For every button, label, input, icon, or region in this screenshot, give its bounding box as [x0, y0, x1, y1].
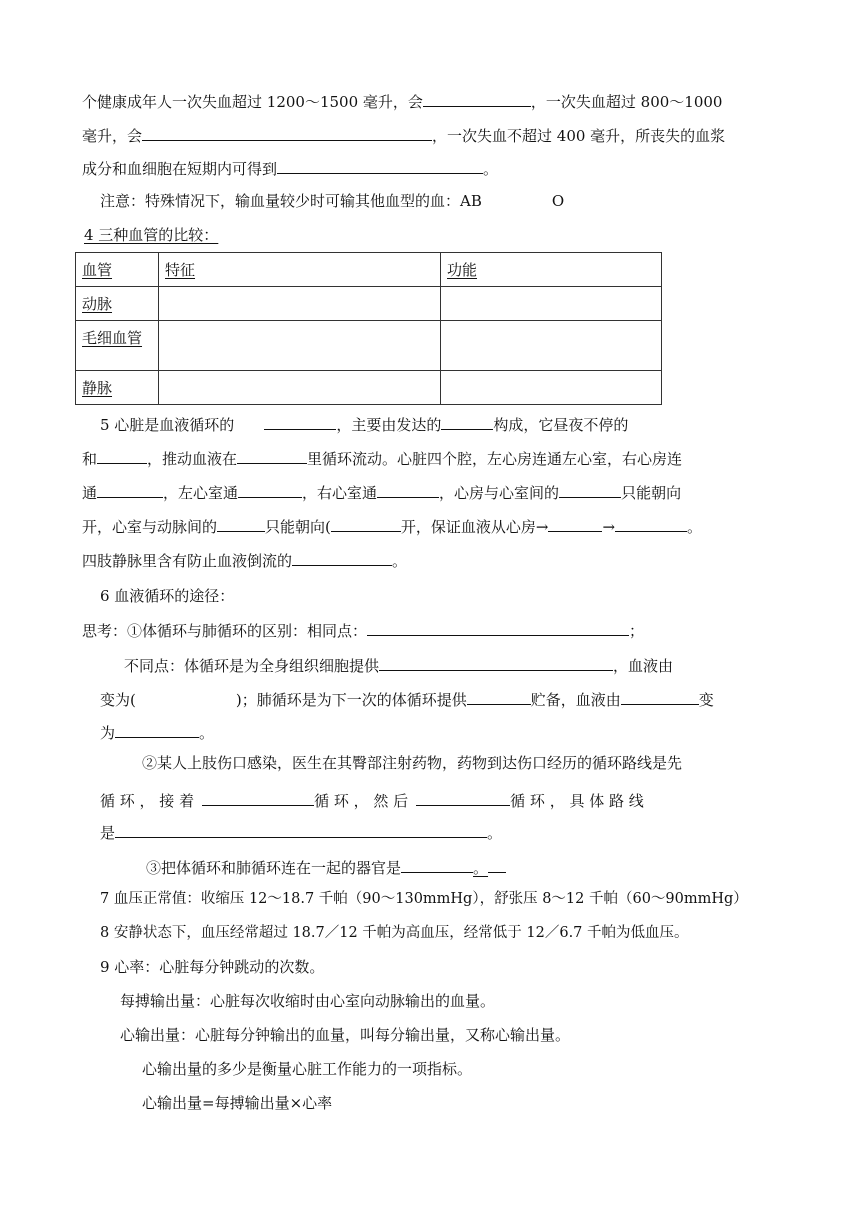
section-heading: 4 三种血管的比较：	[84, 226, 219, 244]
fill-blank[interactable]	[97, 481, 163, 498]
text-line: 通 ，左心室通 ，右心室通 ，心房与心室间的 只能朝向	[82, 481, 681, 504]
text-line: 个健康成年人一次失血超过 1200～1500 毫升，会 ，一次失血超过 800～1000	[82, 90, 722, 113]
text-line: 心输出量：心脏每分钟输出的血量，叫每分输出量，又称心输出量。	[120, 1026, 571, 1044]
table-row	[76, 321, 662, 371]
fill-blank[interactable]	[467, 688, 531, 705]
fill-blank[interactable]	[331, 515, 401, 532]
text-line: 毫升，会 ，一次失血不超过 400 毫升，所丧失的血浆	[82, 124, 725, 147]
table-header-cell: 功能	[441, 253, 662, 287]
text-line: 5 心脏是血液循环的 ，主要由发达的 构成，它昼夜不停的	[100, 413, 628, 436]
text-line: ③把体循环和肺循环连在一起的器官是 。	[146, 856, 506, 879]
table-cell: 毛细血管	[76, 321, 159, 371]
fill-blank[interactable]	[548, 515, 602, 532]
fill-blank[interactable]	[615, 515, 687, 532]
text-line: 8 安静状态下，血压经常超过 18.7／12 千帕为高血压，经常低于 12／6.7 千帕为低血压。	[100, 925, 689, 941]
fill-blank[interactable]	[217, 515, 265, 532]
section-heading: 6 血液循环的途径：	[100, 587, 235, 605]
table-header-cell: 特征	[159, 253, 441, 287]
fill-blank[interactable]	[238, 481, 302, 498]
fill-blank[interactable]	[416, 789, 510, 806]
fill-blank[interactable]	[401, 856, 473, 873]
text-line: ②某人上肢伤口感染，医生在其臀部注射药物，药物到达伤口经历的循环路线是先	[142, 754, 683, 772]
fill-blank[interactable]	[115, 721, 199, 738]
table-cell-function[interactable]	[441, 371, 662, 405]
fill-blank[interactable]	[264, 413, 336, 430]
text-line: 是 。	[100, 821, 502, 844]
text-line: 变为( )；肺循环是为下一次的体循环提供 贮备，血液由 变	[100, 688, 714, 711]
text-line: 四肢静脉里含有防止血液倒流的 。	[82, 549, 407, 572]
table-cell-feature[interactable]	[159, 371, 441, 405]
fill-blank[interactable]	[377, 481, 439, 498]
fill-blank[interactable]	[292, 549, 392, 566]
fill-blank[interactable]	[559, 481, 621, 498]
fill-blank[interactable]	[237, 447, 307, 464]
text-line: 和 ，推动血液在 里循环流动。心脏四个腔，左心房连通左心室，右心房连	[82, 447, 682, 470]
fill-blank[interactable]	[115, 821, 487, 838]
fill-blank[interactable]	[367, 619, 629, 636]
table-cell: 动脉	[76, 287, 159, 321]
text-line: 心输出量=每搏输出量×心率	[142, 1094, 333, 1112]
table-row	[76, 287, 662, 321]
table-cell-function[interactable]	[441, 321, 662, 371]
text-line: 成分和血细胞在短期内可得到 。	[82, 157, 498, 180]
table-cell: 静脉	[76, 371, 159, 405]
table-header-row	[76, 253, 662, 287]
table-cell-feature[interactable]	[159, 321, 441, 371]
fill-blank[interactable]	[441, 413, 493, 430]
text-line: 开，心室与动脉间的 只能朝向( 开，保证血液从心房→ → 。	[82, 515, 702, 538]
table-header-cell: 血管	[76, 253, 159, 287]
fill-blank[interactable]	[621, 688, 699, 705]
text-line: 为 。	[100, 721, 214, 744]
text-line: 心输出量的多少是衡量心脏工作能力的一项指标。	[142, 1060, 473, 1078]
text-line: 思考：①体循环与肺循环的区别：相同点： ；	[82, 619, 644, 642]
text-line: 7 血压正常值：收缩压 12～18.7 千帕（90～130mmHg），舒张压 8～12 千帕（60～90mmHg）	[100, 891, 748, 907]
fill-blank[interactable]	[142, 124, 432, 141]
text-line: 每搏输出量：心脏每次收缩时由心室向动脉输出的血量。	[120, 992, 496, 1010]
fill-blank[interactable]	[423, 90, 531, 107]
fill-blank[interactable]	[97, 447, 147, 464]
fill-blank[interactable]	[379, 654, 613, 671]
text-line: 不同点：体循环是为全身组织细胞提供 ，血液由	[124, 654, 673, 677]
text-line: 9 心率：心脏每分钟跳动的次数。	[100, 958, 325, 976]
table-row	[76, 371, 662, 405]
table-cell-feature[interactable]	[159, 287, 441, 321]
text-line: 循 环 ， 接 着 循 环 ， 然 后 循 环 ， 具 体 路 线	[100, 789, 644, 812]
fill-blank[interactable]	[202, 789, 314, 806]
vessel-comparison-table	[75, 252, 662, 405]
note-line: 注意：特殊情况下，输血量较少时可输其他血型的血：AB O	[100, 192, 565, 210]
table-cell-function[interactable]	[441, 287, 662, 321]
fill-blank[interactable]	[277, 157, 483, 174]
